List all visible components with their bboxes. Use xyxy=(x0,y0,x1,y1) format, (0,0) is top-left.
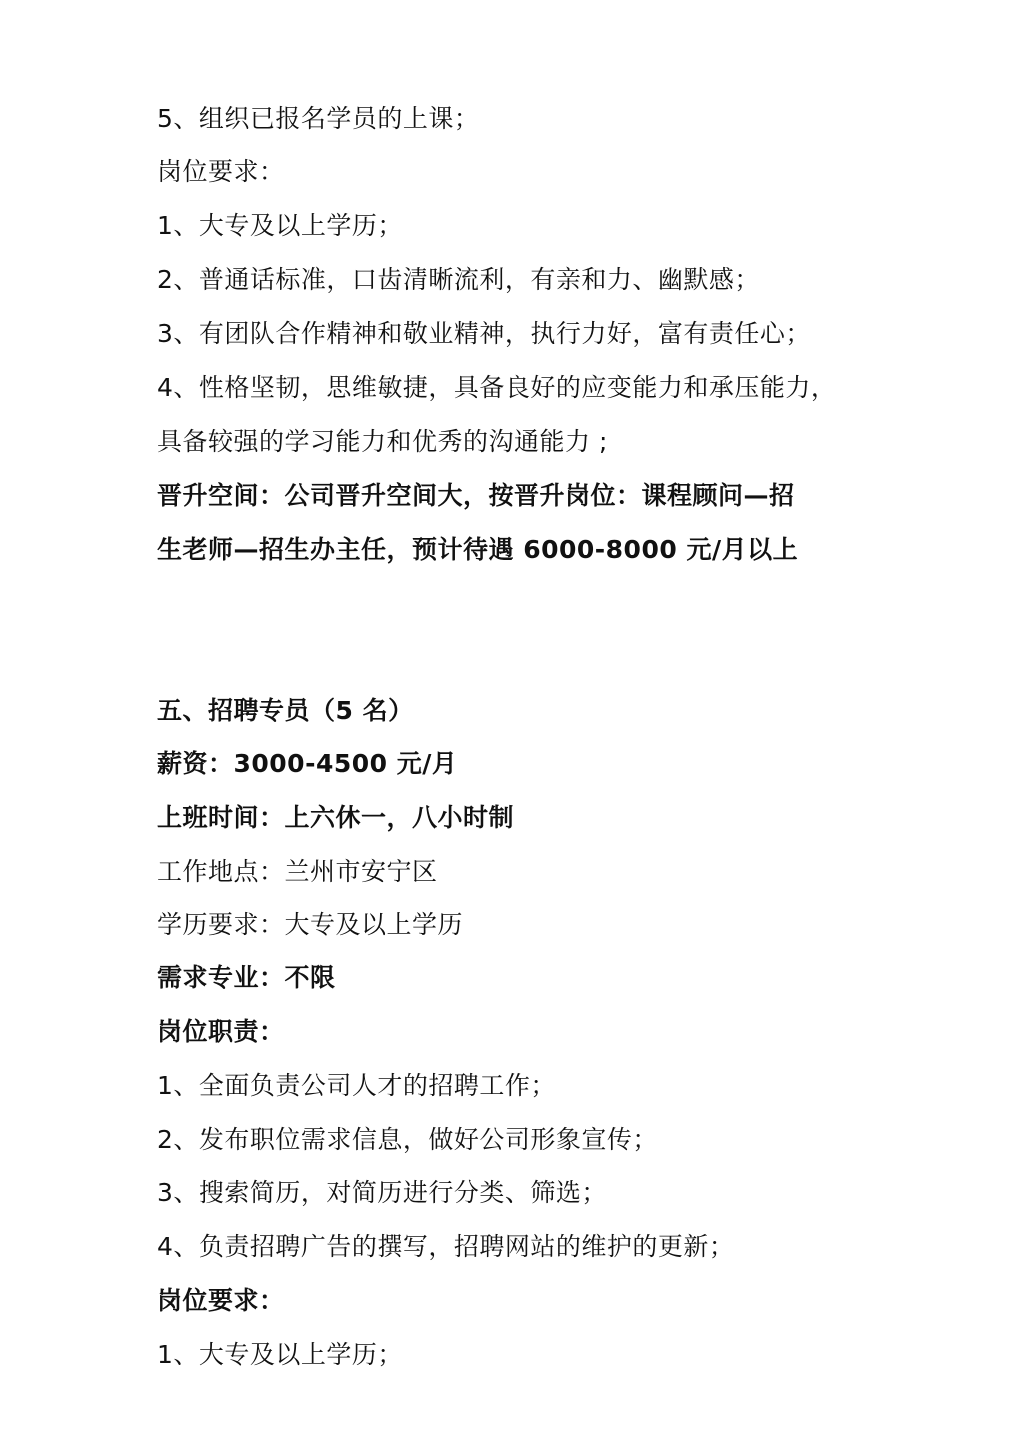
requirement-item-1: 1、大专及以上学历； xyxy=(157,211,403,240)
duty-item-1: 1、全面负责公司人才的招聘工作； xyxy=(157,1071,556,1100)
major-line: 需求专业：不限 xyxy=(157,963,336,992)
section-title: 五、招聘专员（5 名） xyxy=(157,696,414,725)
work-location-line: 工作地点：兰州市安宁区 xyxy=(157,857,438,886)
requirement-item-4-line1: 4、性格坚韧，思维敏捷，具备良好的应变能力和承压能力， xyxy=(157,373,837,402)
duty-item-2: 2、发布职位需求信息，做好公司形象宣传； xyxy=(157,1125,658,1154)
requirements-heading: 岗位要求： xyxy=(157,157,285,186)
salary-line: 薪资：3000-4500 元/月 xyxy=(157,749,458,778)
promotion-line1: 晋升空间：公司晋升空间大，按晋升岗位：课程顾问—招 xyxy=(157,481,795,510)
requirements-heading-2: 岗位要求： xyxy=(157,1286,285,1315)
duty-item-4: 4、负责招聘广告的撰写，招聘网站的维护的更新； xyxy=(157,1232,735,1261)
work-hours-line: 上班时间：上六休一，八小时制 xyxy=(157,803,515,832)
duties-heading: 岗位职责： xyxy=(157,1017,285,1046)
education-line: 学历要求：大专及以上学历 xyxy=(157,910,464,939)
duty-item-3: 3、搜索简历，对简历进行分类、筛选； xyxy=(157,1178,607,1207)
promotion-line2: 生老师—招生办主任，预计待遇 6000-8000 元/月以上 xyxy=(157,535,799,564)
requirement-item-2: 2、普通话标准，口齿清晰流利，有亲和力、幽默感； xyxy=(157,265,760,294)
requirement-item-3: 3、有团队合作精神和敬业精神，执行力好，富有责任心； xyxy=(157,319,811,348)
requirement-item-1-b: 1、大专及以上学历； xyxy=(157,1340,403,1369)
duty-item-5: 5、组织已报名学员的上课； xyxy=(157,104,480,133)
requirement-item-4-line2: 具备较强的学习能力和优秀的沟通能力 ; xyxy=(157,427,608,456)
